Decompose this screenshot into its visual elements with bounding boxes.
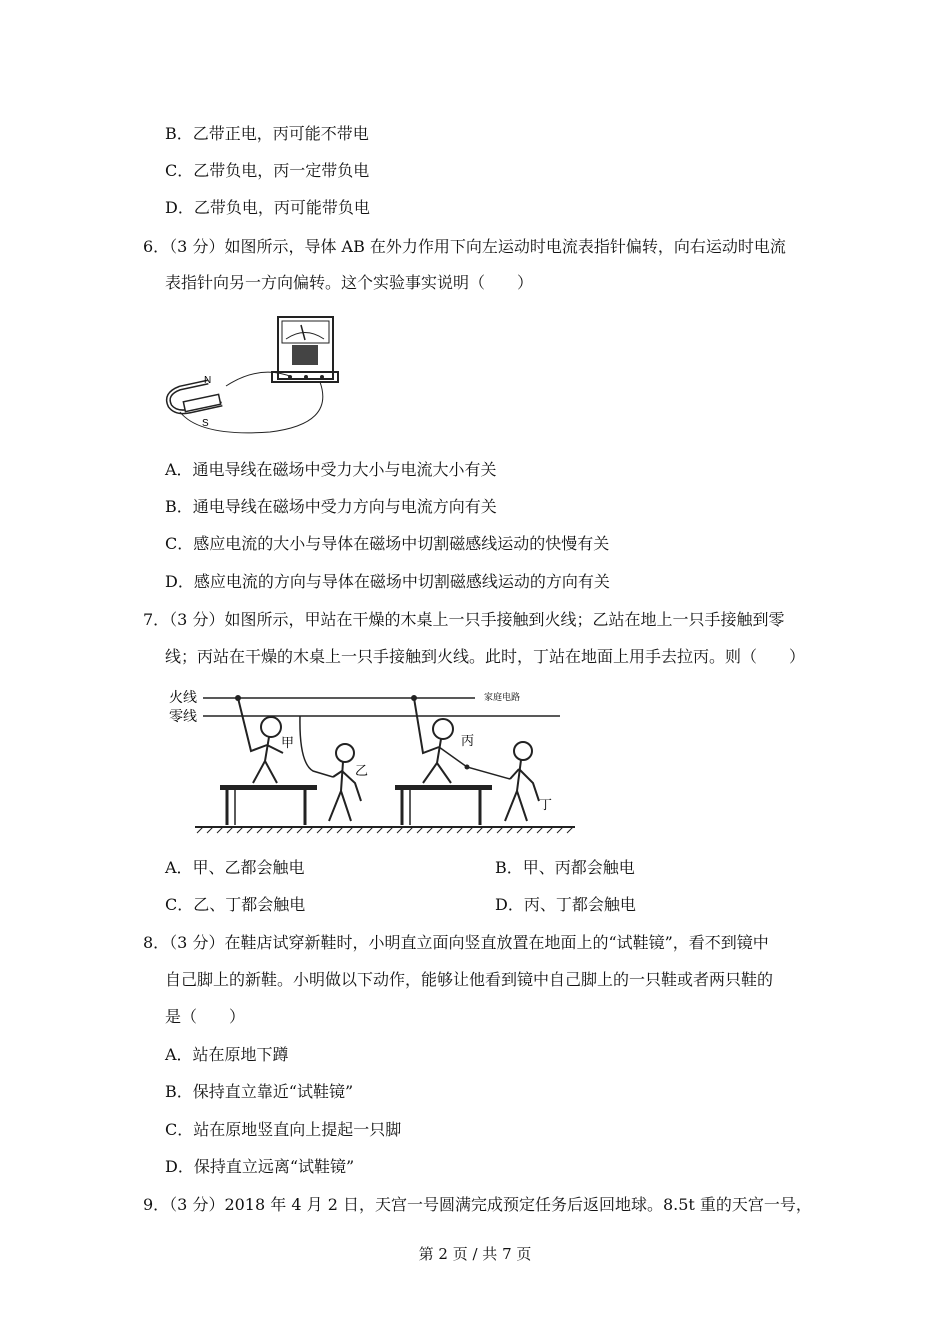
- q7-label-jia: 甲: [281, 736, 295, 751]
- q7-option-a: A．甲、乙都会触电: [165, 858, 305, 877]
- q6-stem-line2: 表指针向另一方向偏转。这个实验事实说明（ ）: [165, 273, 534, 292]
- q5-option-c: C．乙带负电，丙一定带负电: [165, 161, 370, 180]
- q7-label-ding: 丁: [539, 798, 553, 813]
- q6-option-c: C．感应电流的大小与导体在磁场中切割磁感线运动的快慢有关: [165, 534, 610, 553]
- q5-option-b: B．乙带正电，丙可能不带电: [165, 124, 369, 143]
- q7-figure-household-circuit: [165, 683, 585, 838]
- page-footer: 第 2 页 / 共 7 页: [418, 1245, 532, 1263]
- q5-option-d: D．乙带负电，丙可能带负电: [165, 198, 370, 217]
- q7-stem-line1: 7．（3 分）如图所示，甲站在干燥的木桌上一只手接触到火线；乙站在地上一只手接触到零: [143, 610, 785, 629]
- q7-label-bing: 丙: [461, 734, 475, 749]
- q6-option-d: D．感应电流的方向与导体在磁场中切割磁感线运动的方向有关: [165, 572, 610, 591]
- q7-label-neutral: 零线: [169, 709, 197, 725]
- q6-stem-line1: 6．（3 分）如图所示，导体 AB 在外力作用下向左运动时电流表指针偏转，向右运动时电流: [143, 237, 786, 256]
- q6-option-b: B．通电导线在磁场中受力方向与电流方向有关: [165, 497, 497, 516]
- q8-option-a: A．站在原地下蹲: [165, 1045, 289, 1064]
- q6-figure-galvanometer: [160, 312, 340, 437]
- q8-stem-line3: 是（ ）: [165, 1007, 246, 1026]
- q7-label-yi: 乙: [355, 764, 369, 779]
- q7-option-b: B．甲、丙都会触电: [495, 858, 635, 877]
- q8-stem-line2: 自己脚上的新鞋。小明做以下动作，能够让他看到镜中自己脚上的一只鞋或者两只鞋的: [165, 970, 774, 989]
- q7-option-d: D．丙、丁都会触电: [495, 895, 636, 914]
- q8-option-d: D．保持直立远离“试鞋镜”: [165, 1157, 355, 1176]
- q8-stem-line1: 8．（3 分）在鞋店试穿新鞋时，小明直立面向竖直放置在地面上的“试鞋镜”，看不到镜中: [143, 933, 769, 952]
- q7-option-c: C．乙、丁都会触电: [165, 895, 306, 914]
- q9-stem-line1: 9．（3 分）2018 年 4 月 2 日，天宫一号圆满完成预定任务后返回地球。8.5t 重的天宫一号，: [143, 1195, 812, 1214]
- q8-option-b: B．保持直立靠近“试鞋镜”: [165, 1082, 354, 1101]
- q6-option-a: A．通电导线在磁场中受力大小与电流大小有关: [165, 460, 497, 479]
- q6-figure-label-s: S: [202, 418, 209, 429]
- q6-figure-label-n: N: [204, 375, 212, 386]
- q7-label-circuit: 家庭电路: [484, 693, 521, 703]
- q8-option-c: C．站在原地竖直向上提起一只脚: [165, 1120, 402, 1139]
- q7-stem-line2: 线；丙站在干燥的木桌上一只手接触到火线。此时，丁站在地面上用手去拉丙。则（ ）: [165, 647, 806, 666]
- q7-label-live: 火线: [169, 690, 197, 706]
